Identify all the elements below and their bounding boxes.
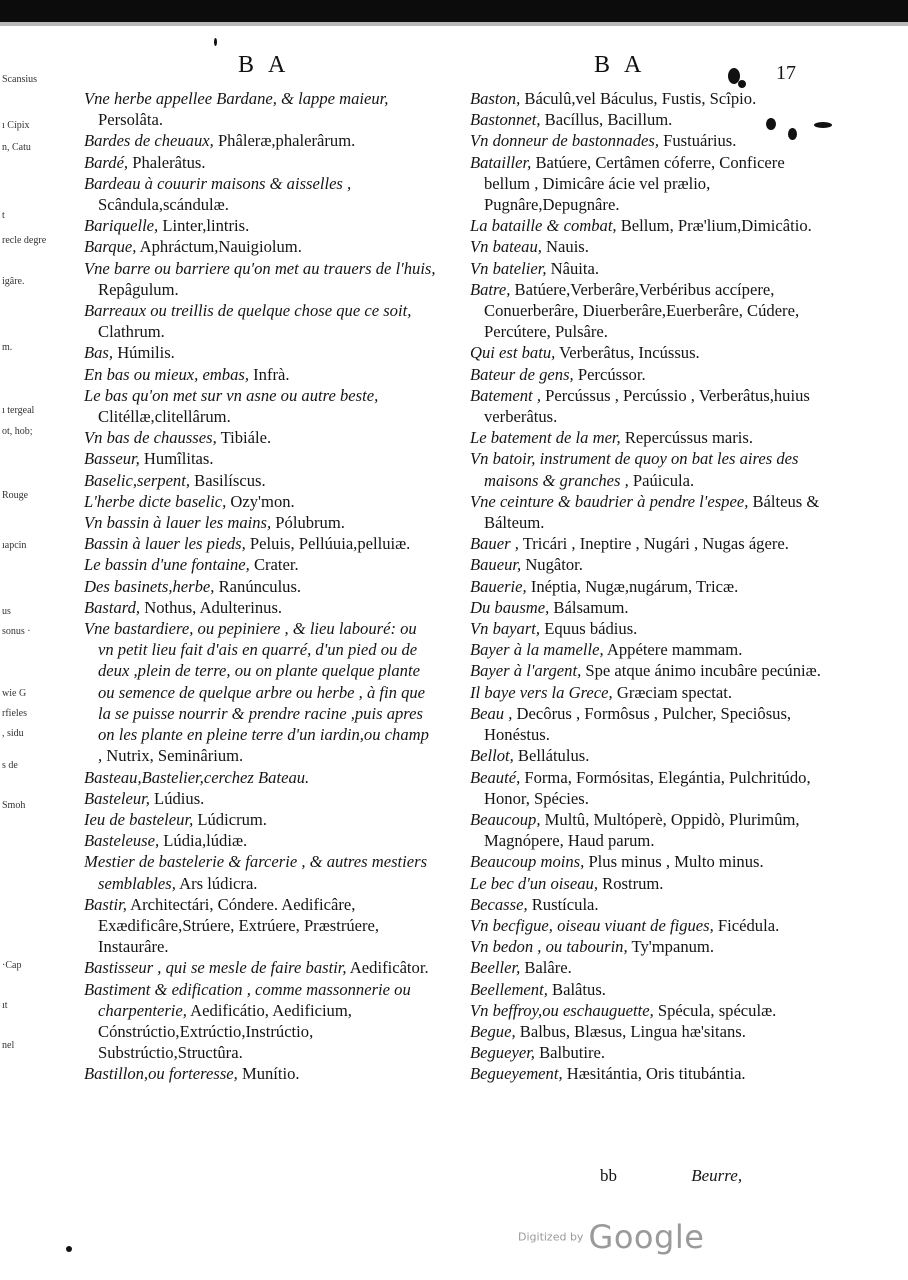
dictionary-entry	[462, 1042, 822, 1063]
gutter-fragment: ıapcin	[2, 540, 27, 551]
entry-latin: Aedificátio, Aedificium, Cónstrúctio,Extrúctio,Instrúctio, Substrúctio,Structûra.	[98, 1000, 352, 1063]
entry-latin: Percússus , Percússio , Verberâtus,huius verberâtus.	[484, 385, 810, 427]
dictionary-entry	[76, 215, 436, 236]
entry-headword: Bastiment & edification , comme massonnerie ou charpenterie,	[84, 979, 411, 1020]
dictionary-entry	[462, 915, 822, 936]
entry-headword: Ieu de basteleur,	[84, 809, 194, 829]
entry-headword: Baueur,	[470, 555, 522, 575]
entry-headword: Batement ,	[470, 385, 541, 405]
entry-headword: Vn batelier,	[470, 258, 547, 278]
entry-headword: Des basinets,herbe,	[84, 576, 215, 596]
entry-latin: Architectári, Cóndere. Aedificâre, Exædificâre,Strúere, Extrúere, Præstrúere, Instaurâre.	[98, 894, 380, 957]
ink-blot	[738, 80, 746, 88]
entry-headword: L'herbe dicte baselic,	[84, 491, 227, 511]
dictionary-entry	[462, 427, 822, 448]
entry-headword: Bellot,	[470, 746, 514, 766]
dictionary-entry	[462, 258, 822, 279]
dictionary-entry	[76, 385, 436, 427]
entry-latin: Tricári , Ineptire , Nugári , Nugas ágere.	[518, 534, 789, 554]
entry-latin: Plus minus , Multo minus.	[584, 852, 764, 872]
gutter-fragment: igâre.	[2, 276, 25, 287]
dictionary-entry	[462, 385, 822, 427]
dictionary-entry	[76, 470, 436, 491]
entry-headword: Baselic,serpent,	[84, 470, 190, 490]
dictionary-entry	[462, 88, 822, 109]
entry-headword: Basteleuse,	[84, 831, 160, 851]
dictionary-entry	[462, 279, 822, 343]
adjacent-page-fragments	[0, 60, 70, 1260]
entry-headword: Bauer ,	[470, 534, 519, 554]
entry-headword: Beauté,	[470, 767, 521, 787]
entry-latin: Linter,lintris.	[158, 216, 250, 236]
entry-latin: Græciam spectat.	[612, 682, 733, 702]
entry-latin: Nugâtor.	[521, 555, 583, 575]
dictionary-entry	[76, 364, 436, 385]
dictionary-entry	[462, 660, 822, 681]
dictionary-entry	[76, 1063, 436, 1084]
entry-headword: En bas ou mieux, embas,	[84, 364, 249, 384]
entry-latin: Multû, Multóperè, Oppidò, Plurimûm, Magnópere, Haud parum.	[484, 809, 800, 851]
ink-mark	[214, 38, 217, 46]
watermark-prefix: Digitized by	[518, 1230, 584, 1244]
entry-latin: Basilíscus.	[190, 470, 266, 490]
entry-headword: Bardeau à couurir maisons & aisselles ,	[84, 173, 352, 193]
entry-headword: Bas,	[84, 343, 114, 363]
entry-latin: Percússor.	[573, 364, 646, 384]
entry-headword: Vn batoir, instrument de quoy on bat les aires des maisons & granches ,	[470, 449, 799, 490]
entry-latin: Spécula, spéculæ.	[653, 1000, 777, 1020]
entry-latin: Bacíllus, Bacillum.	[540, 110, 673, 130]
entry-headword: Du bausme,	[470, 597, 550, 617]
entry-headword: Bastillon,ou forteresse,	[84, 1064, 238, 1084]
dictionary-entry	[462, 809, 822, 851]
dictionary-entry	[76, 130, 436, 151]
dictionary-entry	[462, 109, 822, 130]
dictionary-entry	[76, 427, 436, 448]
entry-latin: Nutrix, Seminârium.	[102, 746, 244, 766]
entry-headword: Begueyer,	[470, 1043, 535, 1063]
dictionary-entry	[76, 554, 436, 575]
dictionary-entry	[462, 597, 822, 618]
dictionary-entry	[462, 576, 822, 597]
entry-latin: Nâuita.	[546, 258, 600, 278]
entry-latin: Rostrum.	[597, 873, 664, 893]
entry-latin: Húmilis.	[113, 343, 175, 363]
gutter-fragment: Scansius	[2, 74, 37, 85]
entry-latin: Clitéllæ,clitellârum.	[98, 407, 231, 427]
entry-latin: Appétere mammam.	[603, 640, 743, 660]
entry-latin: Ty'mpanum.	[627, 937, 714, 957]
gutter-fragment: sonus ·	[2, 626, 31, 637]
entry-headword: Vn donneur de bastonnades,	[470, 131, 659, 151]
scan-band-edge	[0, 22, 908, 26]
dictionary-entry	[462, 152, 822, 216]
entry-latin: Repercússus maris.	[620, 428, 753, 448]
entry-latin: Nothus, Adulterinus.	[140, 597, 283, 617]
gutter-fragment: ı Cípix	[2, 120, 30, 131]
dictionary-entry	[462, 957, 822, 978]
dictionary-entry	[462, 745, 822, 766]
dictionary-entry	[76, 788, 436, 809]
dictionary-entry	[76, 152, 436, 173]
entry-latin: Rustícula.	[527, 894, 599, 914]
entry-headword: Bauerie,	[470, 576, 527, 596]
entry-latin: Paúicula.	[628, 470, 695, 490]
dictionary-entry	[76, 491, 436, 512]
gutter-fragment: , sidu	[2, 728, 24, 739]
entry-headword: Baston,	[470, 89, 521, 108]
dictionary-entry	[76, 236, 436, 257]
entry-headword: Begue,	[470, 1021, 516, 1041]
dictionary-entry	[462, 894, 822, 915]
entry-latin: Balbutire.	[534, 1043, 606, 1063]
entry-headword: Mestier de bastelerie & farcerie , & autres mestiers semblables,	[84, 852, 428, 893]
entry-latin: Aedificâtor.	[346, 958, 429, 978]
dictionary-entry	[462, 491, 822, 533]
entry-headword: Vn bayart,	[470, 619, 541, 639]
entry-headword: Qui est batu,	[470, 343, 556, 363]
entry-latin: Inéptia, Nugæ,nugárum, Tricæ.	[526, 576, 739, 596]
entry-headword: Vne ceinture & baudrier à pendre l'espee,	[470, 491, 749, 511]
dictionary-entry	[462, 533, 822, 554]
entry-headword: Vne bastardiere, ou pepiniere , & lieu labouré: ou vn petit lieu fait d'ais en quarré, d'un pied ou de deux ,plein de terre, ou on plante quelque plante ou semence de quelque arbre ou herbe , à fin que la se puisse nourrir & prendre racine ,puis apres on les plante en pleine terre d'un iardin,ou champ ,	[84, 619, 429, 766]
entry-headword: Vn bassin à lauer les mains,	[84, 513, 272, 533]
entry-headword: Le bassin d'une fontaine,	[84, 555, 250, 575]
entry-latin: Crater.	[249, 555, 299, 575]
entry-latin: Bellum, Præ'lium,Dimicâtio.	[616, 216, 812, 236]
entry-headword: Bariquelle,	[84, 216, 159, 236]
dictionary-entry	[462, 236, 822, 257]
dictionary-entry	[76, 809, 436, 830]
entry-headword: Bastonnet,	[470, 110, 541, 130]
dictionary-entry	[76, 597, 436, 618]
entry-headword: Bateur de gens,	[470, 364, 574, 384]
entry-headword: Basseur,	[84, 449, 140, 469]
entry-headword: Bardes de cheuaux,	[84, 131, 214, 151]
gutter-fragment: nel	[2, 1040, 15, 1051]
dictionary-entry	[76, 979, 436, 1064]
entry-headword: Beeller,	[470, 958, 521, 978]
gutter-fragment: n, Catu	[2, 142, 31, 153]
entry-latin: Humîlitas.	[139, 449, 214, 469]
dictionary-entry	[462, 554, 822, 575]
dictionary-entry	[76, 533, 436, 554]
dictionary-entry	[76, 173, 436, 215]
entry-headword: Vne herbe appellee Bardane, & lappe maieur,	[84, 89, 389, 108]
entry-headword: Vn bateau,	[470, 237, 542, 257]
entry-latin: Lúdicrum.	[193, 809, 267, 829]
entry-latin: Ficédula.	[713, 915, 780, 935]
dictionary-entry	[462, 1063, 822, 1084]
entry-latin: Phâleræ,phalerârum.	[213, 131, 356, 151]
entry-headword: Vn bedon , ou tabourin,	[470, 937, 628, 957]
gutter-fragment: wie G	[2, 688, 27, 699]
dictionary-entry	[462, 1021, 822, 1042]
gutter-fragment: ı tergeal	[2, 405, 35, 416]
entry-latin: Fustuárius.	[658, 131, 737, 151]
entry-headword: Vn becfigue, oiseau viuant de figues,	[470, 915, 714, 935]
dictionary-entry	[76, 957, 436, 978]
entry-latin: Spe atque ánimo incubâre pecúniæ.	[581, 661, 821, 681]
entry-latin: Hæsitántia, Oris titubántia.	[562, 1064, 746, 1084]
entry-headword: Bayer à la mamelle,	[470, 640, 604, 660]
gutter-fragment: ·Cap	[2, 960, 22, 971]
entry-headword: Beau ,	[470, 703, 513, 723]
entry-headword: Begueyement,	[470, 1064, 563, 1084]
entry-latin: Nauis.	[541, 237, 589, 257]
right-running-head: BA	[594, 52, 656, 78]
entry-headword: Basteau,Bastelier,cerchez Bateau.	[84, 767, 310, 787]
entry-latin: Munítio.	[237, 1064, 300, 1084]
entry-latin: Batúere,Verberâre,Verbéribus accípere, Conuerberâre, Diuerberâre,Euerberâre, Cúdere, Percútere, Pulsâre.	[484, 279, 800, 342]
entry-latin: Ars lúdicra.	[175, 873, 258, 893]
dictionary-entry	[76, 894, 436, 958]
dictionary-entry	[462, 873, 822, 894]
entry-latin: Tibiále.	[216, 428, 272, 448]
entry-headword: Bassin à lauer les pieds,	[84, 534, 246, 554]
dictionary-entry	[462, 342, 822, 363]
entry-headword: Le bec d'un oiseau,	[470, 873, 598, 893]
entry-latin: Clathrum.	[98, 322, 165, 342]
entry-headword: Il baye vers la Grece,	[470, 682, 613, 702]
dictionary-entry	[76, 830, 436, 851]
entry-latin: Lúdius.	[149, 788, 205, 808]
entry-headword: Vn bas de chausses,	[84, 428, 217, 448]
dictionary-entry	[462, 639, 822, 660]
entry-latin: Balâtus.	[547, 979, 606, 999]
dictionary-entry	[76, 342, 436, 363]
gutter-fragment: ıt	[2, 1000, 8, 1011]
entry-headword: Barque,	[84, 237, 137, 257]
entry-latin: Aphráctum,Nauigiolum.	[136, 237, 302, 257]
entry-latin: Forma, Formósitas, Elegántia, Pulchritúdo, Honor, Spécies.	[484, 767, 811, 808]
dictionary-entry	[76, 512, 436, 533]
dictionary-entry	[76, 767, 436, 788]
entry-latin: Repâgulum.	[98, 279, 179, 299]
gutter-fragment: us	[2, 606, 11, 617]
gutter-fragment: s de	[2, 760, 18, 771]
gutter-fragment: recle degre	[2, 235, 47, 246]
dictionary-entry	[462, 448, 822, 490]
entry-headword: Bayer à l'argent,	[470, 661, 582, 681]
dictionary-entry	[462, 703, 822, 745]
entry-headword: Batailler,	[470, 152, 532, 172]
entry-headword: Beaucoup moins,	[470, 852, 585, 872]
footer-line	[600, 1166, 742, 1186]
entry-latin: Persolâta.	[98, 110, 163, 130]
entry-headword: Batre,	[470, 279, 511, 299]
entry-headword: Basteleur,	[84, 788, 150, 808]
entry-headword: Beaucoup,	[470, 809, 541, 829]
dictionary-entry	[76, 88, 436, 130]
ink-mark	[66, 1246, 72, 1252]
watermark-brand: Google	[588, 1218, 705, 1256]
entry-latin: Infrà.	[249, 364, 290, 384]
dictionary-entry	[76, 300, 436, 342]
dictionary-entry	[462, 130, 822, 151]
gutter-fragment: t	[2, 210, 5, 221]
dictionary-entry	[76, 448, 436, 469]
entry-headword: Becasse,	[470, 894, 528, 914]
page-number: 17	[776, 62, 796, 84]
entry-latin: Decôrus , Formôsus , Pulcher, Speciôsus, Honéstus.	[484, 703, 792, 745]
dictionary-entry	[462, 215, 822, 236]
entry-headword: Le batement de la mer,	[470, 428, 621, 448]
entry-latin: Báculû,vel Báculus, Fustis, Scîpio.	[520, 89, 757, 108]
catchword: Beurre,	[691, 1166, 743, 1185]
dictionary-entry	[462, 364, 822, 385]
signature-mark: bb	[600, 1166, 617, 1185]
entry-headword: Beellement,	[470, 979, 548, 999]
scan-top-band	[0, 0, 908, 22]
entry-latin: Verberâtus, Incússus.	[555, 343, 700, 363]
gutter-fragment: m.	[2, 342, 13, 353]
right-column	[462, 88, 822, 1085]
entry-latin: Balâre.	[520, 958, 572, 978]
entry-latin: Ranúnculus.	[214, 576, 302, 596]
entry-headword: Vn beffroy,ou eschauguette,	[470, 1000, 654, 1020]
gutter-fragment: Rouge	[2, 490, 29, 501]
dictionary-entry	[76, 576, 436, 597]
entry-latin: Lúdia,lúdiæ.	[159, 831, 248, 851]
entry-headword: Bastard,	[84, 597, 141, 617]
entry-headword: Vne barre ou barriere qu'on met au trauers de l'huis,	[84, 258, 436, 278]
dictionary-entry	[462, 767, 822, 809]
dictionary-entry	[462, 851, 822, 872]
left-running-head: BA	[238, 52, 300, 78]
entry-headword: Bardé,	[84, 152, 129, 172]
dictionary-entry	[76, 258, 436, 300]
gutter-fragment: rfieles	[2, 708, 27, 719]
entry-latin: Bálsamum.	[549, 597, 629, 617]
dictionary-entry	[76, 851, 436, 893]
entry-headword: Bastisseur , qui se mesle de faire bastir,	[84, 958, 347, 978]
dictionary-entry	[462, 682, 822, 703]
dictionary-entry	[76, 618, 436, 766]
dictionary-entry	[462, 1000, 822, 1021]
dictionary-entry	[462, 618, 822, 639]
entry-latin: Balbus, Blæsus, Lingua hæ'sitans.	[515, 1021, 746, 1041]
entry-latin: Batúere, Certâmen cóferre, Conficere bellum , Dimicâre ácie vel prælio, Pugnâre,Depugnâre.	[484, 152, 785, 215]
entry-latin: Bálteus & Bálteum.	[484, 491, 820, 533]
dictionary-entry	[462, 979, 822, 1000]
entry-headword: Bastir,	[84, 894, 127, 914]
entry-headword: La bataille & combat,	[470, 216, 617, 236]
gutter-fragment: ot, hob;	[2, 426, 33, 437]
entry-latin: Pólubrum.	[271, 513, 345, 533]
entry-headword: Le bas qu'on met sur vn asne ou autre beste,	[84, 385, 379, 405]
left-column	[76, 88, 436, 1085]
entry-latin: Phalerâtus.	[128, 152, 206, 172]
gutter-fragment: Smoh	[2, 800, 26, 811]
entry-latin: Equus bádius.	[540, 619, 638, 639]
entry-latin: Ozy'mon.	[226, 491, 295, 511]
entry-latin: Peluis, Pellúuia,pelluiæ.	[245, 534, 411, 554]
entry-latin: Scândula,scándulæ.	[98, 195, 229, 215]
entry-headword: Barreaux ou treillis de quelque chose que ce soit,	[84, 301, 412, 321]
dictionary-entry	[462, 936, 822, 957]
digitization-watermark	[518, 1218, 704, 1256]
entry-latin: Bellátulus.	[513, 746, 590, 766]
